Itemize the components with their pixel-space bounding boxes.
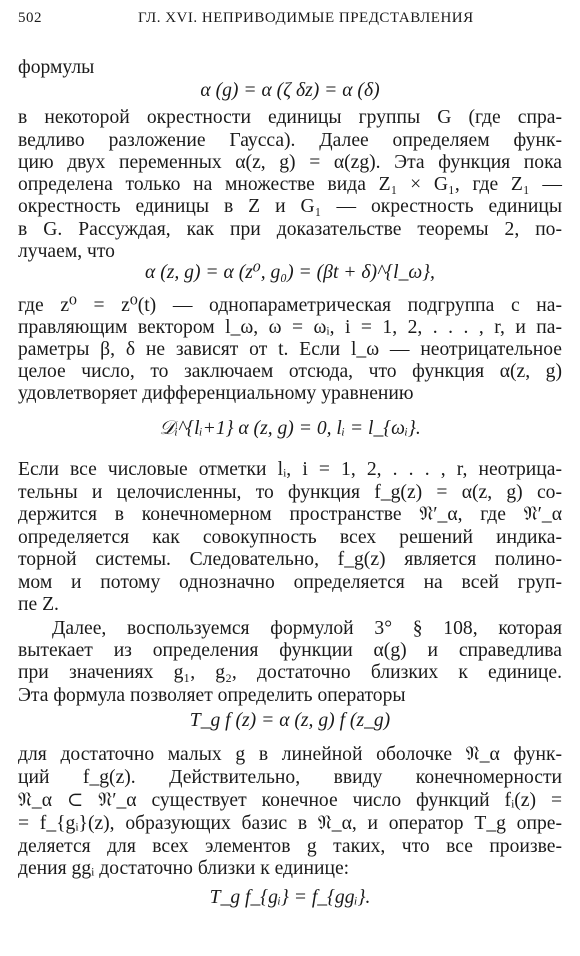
formula: α (g) = α (ζ δz) = α (δ) (200, 80, 380, 101)
text-line: ведливо разложение Гаусса). Далее определяем функ- (18, 130, 562, 151)
formula: α (z, g) = α (z⁰, g₀) = (βt + δ)^{l_ω}, (145, 262, 435, 283)
text-line: раметры β, δ не зависят от t. Если l_ω — неотрицательное (18, 339, 562, 360)
text-line: целое число, то заключаем отсюда, что функция α(z, g) (18, 361, 562, 382)
page-number: 502 (18, 10, 42, 26)
text-line: вытекает из определения функции α(g) и справедлива (18, 640, 562, 661)
running-header (18, 10, 562, 30)
text-line: для достаточно малых g в линейной оболочке 𝔑_α функ- (18, 744, 562, 765)
text-line: формулы (18, 57, 95, 78)
text-line: деляется для всех элементов g таких, что все произве- (18, 836, 562, 857)
text-line: торной системы. Следовательно, f_g(z) является полино- (18, 549, 562, 570)
text-line: правляющим вектором l_ω, ω = ωᵢ, i = 1, 2, . . . , r, и па- (18, 317, 562, 338)
text-line: в некоторой окрестности единицы группы G (где спра- (18, 107, 562, 128)
text-line: определяется как совокупность всех решений индика- (18, 527, 562, 548)
text-line: пе Z. (18, 594, 59, 615)
formula: T_g f_{gᵢ} = f_{ggᵢ}. (209, 887, 371, 908)
text-line: цию двух переменных α(z, g) = α(zg). Эта функция пока (18, 152, 562, 173)
formula: 𝒟ᵢ^{lᵢ+1} α (z, g) = 0, lᵢ = l_{ωᵢ}. (159, 418, 421, 439)
text-line: ций f_g(z). Действительно, ввиду конечномерности (18, 767, 562, 788)
text-line: тельны и целочисленны, то функция f_g(z) = α(z, g) со- (18, 482, 562, 503)
text-line: в G. Рассуждая, как при доказательстве теоремы 2, по- (18, 219, 562, 240)
text-line: где z⁰ = z⁰(t) — однопараметрическая подгруппа с на- (18, 295, 562, 316)
text-line: мом и потому однозначно определяется на всей груп- (18, 572, 562, 593)
text-line: при значениях g₁, g₂, достаточно близких к единице. (18, 662, 562, 683)
formula: T_g f (z) = α (z, g) f (z_g) (189, 710, 391, 731)
text-line: удовлетворяет дифференциальному уравнению (18, 383, 414, 404)
text-line: Если все числовые отметки lᵢ, i = 1, 2, . . . , r, неотрица- (18, 459, 562, 480)
text-line: Далее, воспользуемся формулой 3° § 108, которая (52, 618, 562, 639)
text-line: окрестность единицы в Z и G₁ — окрестность единицы (18, 196, 562, 217)
text-line: держится в конечномерном пространстве 𝔑′_α, где 𝔑′_α (18, 504, 562, 525)
text-line: определена только на множестве вида Z₁ × G₁, где Z₁ — (18, 174, 562, 195)
text-line: дения ggᵢ достаточно близки к единице: (18, 858, 350, 879)
text-line: Эта формула позволяет определить операторы (18, 685, 406, 706)
text-line: = f_{gᵢ}(z), образующих базис в 𝔑_α, и оператор T_g опре- (18, 813, 562, 834)
text-line: лучаем, что (18, 241, 115, 262)
running-title: ГЛ. XVI. НЕПРИВОДИМЫЕ ПРЕДСТАВЛЕНИЯ (138, 10, 474, 26)
text-line: 𝔑_α ⊂ 𝔑′_α существует конечное число функций fᵢ(z) = (18, 790, 562, 811)
